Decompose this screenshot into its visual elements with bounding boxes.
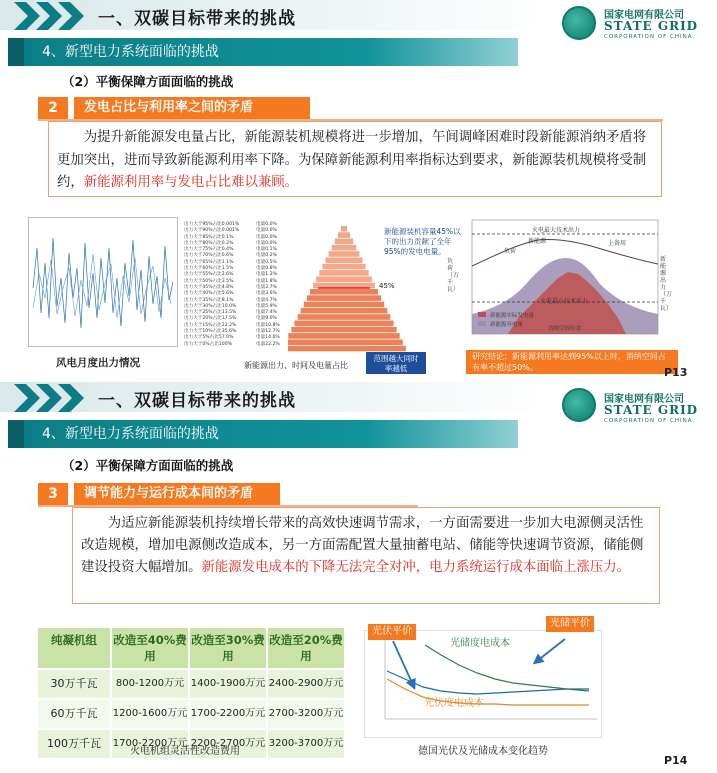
section-bar-2: 4、新型电力系统面临的挑战 — [8, 420, 518, 448]
pyramid-row-right: 电量0.1% — [256, 247, 277, 253]
pyramid-bar — [316, 276, 372, 282]
pyramid-row-left: 出力大于70%占比0.6% — [184, 253, 234, 259]
table-cell: 1700-2200万元 — [190, 700, 266, 728]
load-legend-2: 新能源弃电量 — [490, 322, 524, 328]
load-label-upper: 上备用 — [608, 240, 627, 247]
table-caption: 火电机组灵活性改造费用 — [130, 746, 240, 757]
pyramid-bar — [338, 232, 350, 238]
fig1-caption: 风电月度出力情况 — [56, 357, 140, 369]
pyramid-bar — [288, 346, 406, 352]
topic-number: 2 — [38, 97, 68, 119]
pyramid-row-right: 电量0.0% — [256, 228, 277, 234]
pyramid-bar — [307, 295, 381, 301]
pyramid-row-left: 出力大于0%占比100% — [184, 341, 232, 347]
pyramid-row-left: 出力大于55%占比2.6% — [184, 272, 234, 278]
pyramid-row-right: 电量0.5% — [256, 259, 277, 265]
retrofit-table — [38, 628, 344, 750]
pyramid-row-right: 电量3.6% — [256, 291, 277, 297]
pyramid-row-left: 出力大于60%占比1.5% — [184, 266, 234, 272]
pyramid-row-right: 电量0.2% — [256, 253, 277, 259]
topic-number-2: 3 — [38, 483, 68, 505]
logo-en-2: STATE GRID — [604, 403, 699, 417]
callout-storage: 光储平价 — [546, 616, 594, 632]
pyramid-bar — [322, 264, 365, 270]
table-cell: 100万千瓦 — [38, 730, 110, 758]
slide-1 — [0, 0, 717, 380]
pyramid-row-right: 电量0.0% — [256, 234, 277, 240]
pyramid-bar — [288, 339, 403, 345]
header-title: 一、双碳目标带来的挑战 — [98, 9, 296, 29]
pyramid-row-left: 出力大于15%占比22.2% — [184, 322, 237, 328]
body-text — [48, 121, 662, 197]
pyramid-row-right: 电量0.0% — [256, 240, 277, 246]
table-cell: 30万千瓦 — [38, 670, 110, 698]
header-title-2: 一、双碳目标带来的挑战 — [98, 391, 296, 411]
pyramid-bar — [326, 258, 363, 264]
label-pv-cost: 光伏度电成本 — [424, 698, 484, 709]
pyramid-row-right: 电量1.2% — [256, 272, 277, 278]
pyramid-bar — [335, 239, 353, 245]
wind-output-chart — [28, 217, 178, 347]
pyramid-row-right: 电量5.9% — [256, 303, 277, 309]
table-header-cell: 改造至40%费用 — [112, 628, 188, 668]
body-highlight-2: 新能源发电成本的下降无法完全对冲，电力系统运行成本面临上涨压力。 — [201, 560, 631, 575]
pyramid-row-left: 出力大于10%占比35.6% — [184, 329, 237, 335]
logo-sub: CORPORATION OF CHINA — [604, 34, 693, 40]
load-legend-1: 新能源实际发电量 — [490, 313, 535, 319]
pyramid-row-left: 出力大于65%占比1.1% — [184, 259, 234, 265]
subheading-2: （2）平衡保障方面面临的挑战 — [62, 458, 234, 473]
body-plain-2: 为适应新能源装机持续增长带来的高效快速调节需求，一方面需要进一步加大电源侧灵活性改造规模，增加电源侧改造成本，另一方面需配置大量抽蓄电站、储能等快速调节资源，储能侧建设投资大幅增加。 — [81, 516, 644, 575]
pyramid-row-right: 电量2.7% — [256, 284, 277, 290]
pyramid-caption: 新能源出力、时间及电量占比 — [244, 361, 348, 370]
pyramid-badge: 范围越大同时率越低 — [366, 352, 426, 374]
load-label-min: 火电最小技术出力 — [540, 298, 589, 305]
pyramid-row-left: 出力大于35%占比8.1% — [184, 297, 234, 303]
logo-cn-2: 国家电网有限公司 — [604, 394, 684, 405]
load-label-max: 火电最大技术出力 — [532, 227, 581, 234]
pyramid-row-right: 电量10.8% — [256, 322, 280, 328]
load-conclusion: 研究结论：新能源利用率达到95%以上时，消纳空间占有率不超过50%。 — [466, 350, 678, 374]
table-cell: 2200-2700万元 — [190, 730, 266, 758]
cost-caption: 德国光伏及光储成本变化趋势 — [418, 746, 548, 757]
load-y-right-label: 新能源出力（万千瓦） — [660, 256, 673, 312]
state-grid-logo — [562, 6, 596, 40]
pyramid-annotation: 新能源装机容量45%以下的出力贡献了全年95%的发电电量。 — [384, 227, 461, 256]
pyramid-left-list — [184, 222, 266, 348]
section-bar: 4、新型电力系统面临的挑战 — [8, 38, 518, 66]
subheading: （2）平衡保障方面面临的挑战 — [62, 74, 234, 89]
table-cell: 2400-2900万元 — [268, 670, 344, 698]
pyramid-row-left: 出力大于5%占比57.0% — [184, 335, 234, 341]
load-label-load: 负荷 — [504, 248, 517, 255]
topic-title: 发电占比与利用率之间的矛盾 — [74, 97, 310, 119]
logo-sub-2: CORPORATION OF CHINA — [604, 418, 693, 424]
table-header-cell: 纯凝机组 — [38, 628, 110, 668]
pyramid-row-right: 电量9.0% — [256, 316, 277, 322]
pyramid-bar — [298, 314, 391, 320]
page-number-2: P14 — [664, 754, 688, 767]
table-header-cell: 改造至30%费用 — [190, 628, 266, 668]
pyramid-bar — [332, 245, 357, 251]
pyramid-bar — [319, 270, 368, 276]
pyramid-bar — [304, 302, 384, 308]
table-cell: 60万千瓦 — [38, 700, 110, 728]
logo-en: STATE GRID — [604, 19, 699, 33]
label-storage-cost: 光储度电成本 — [450, 638, 510, 649]
pyramid-row-right: 电量1.8% — [256, 278, 277, 284]
slide-2 — [0, 380, 717, 773]
page-number-1: P13 — [664, 366, 688, 379]
pyramid-row-left: 出力大于90%占比0.001% — [184, 228, 240, 234]
body-highlight: 新能源利用率与发电占比难以兼顾。 — [83, 175, 299, 190]
table-cell: 3200-3700万元 — [268, 730, 344, 758]
chevron-icon — [14, 2, 84, 30]
pyramid-bar — [329, 251, 360, 257]
pyramid-row-left: 出力大于85%占比0.1% — [184, 234, 234, 240]
pyramid-row-right: 电量0.8% — [256, 266, 277, 272]
table-cell: 2700-3200万元 — [268, 700, 344, 728]
table-header-cell: 改造至20%费用 — [268, 628, 344, 668]
body-plain: 为提升新能源发电量占比，新能源装机规模将进一步增加，午间调峰困难时段新能源消纳矛盾将更加突出，进而导致新能源利用率下降。为保障新能源利用率指标达到要求，新能源装机规模将受制约， — [57, 130, 647, 190]
pyramid-row-left: 出力大于45%占比4.8% — [184, 284, 234, 290]
pyramid-row-right: 电量12.7% — [256, 329, 280, 335]
body-text-2 — [72, 507, 660, 604]
pyramid-row-right: 电量0.0% — [256, 222, 277, 227]
pyramid-bar — [288, 333, 399, 339]
pyramid-row-right: 电量4.7% — [256, 297, 277, 303]
pyramid-bar — [301, 308, 388, 314]
pyramid-bar — [295, 321, 394, 327]
pyramid-row-left: 出力大于20%占比17.5% — [184, 316, 237, 322]
pyramid-row-left: 出力大于80%占比0.2% — [184, 240, 234, 246]
pyramid-row-left: 出力大于25%占比13.5% — [184, 310, 237, 316]
logo-cn: 国家电网有限公司 — [604, 10, 684, 21]
state-grid-logo-2 — [562, 388, 596, 422]
pyramid-row-left: 出力大于95%占比0.001% — [184, 222, 240, 227]
pyramid-row-right: 电量14.6% — [256, 335, 280, 341]
chevron-icon-2 — [14, 384, 84, 412]
callout-pv: 光伏平价 — [368, 624, 416, 640]
pyramid-bar — [310, 289, 378, 295]
pyramid-bar — [341, 226, 347, 232]
table-cell: 1200-1600万元 — [112, 700, 188, 728]
pyramid-bar — [291, 327, 396, 333]
load-y-left-label: 负荷（万千瓦） — [447, 258, 460, 293]
pyramid-row-right: 电量22.2% — [256, 341, 280, 347]
pyramid-pct: 45% — [379, 282, 395, 290]
pyramid-row-left: 出力大于30%占比10.0% — [184, 303, 237, 309]
table-cell: 1700-2200万元 — [112, 730, 188, 758]
load-legend-3: 消纳空间有余 — [548, 326, 582, 332]
pyramid-row-left: 出力大于75%占比0.4% — [184, 247, 234, 253]
topic-title-2: 调节能力与运行成本间的矛盾 — [74, 483, 280, 505]
load-label-ne: 新能源 — [528, 238, 547, 245]
table-cell: 1400-1900万元 — [190, 670, 266, 698]
pyramid-row-right: 电量7.4% — [256, 310, 277, 316]
table-cell: 800-1200万元 — [112, 670, 188, 698]
pyramid-row-left: 出力大于40%占比5.6% — [184, 291, 234, 297]
pyramid-row-left: 出力大于50%占比3.5% — [184, 278, 234, 284]
